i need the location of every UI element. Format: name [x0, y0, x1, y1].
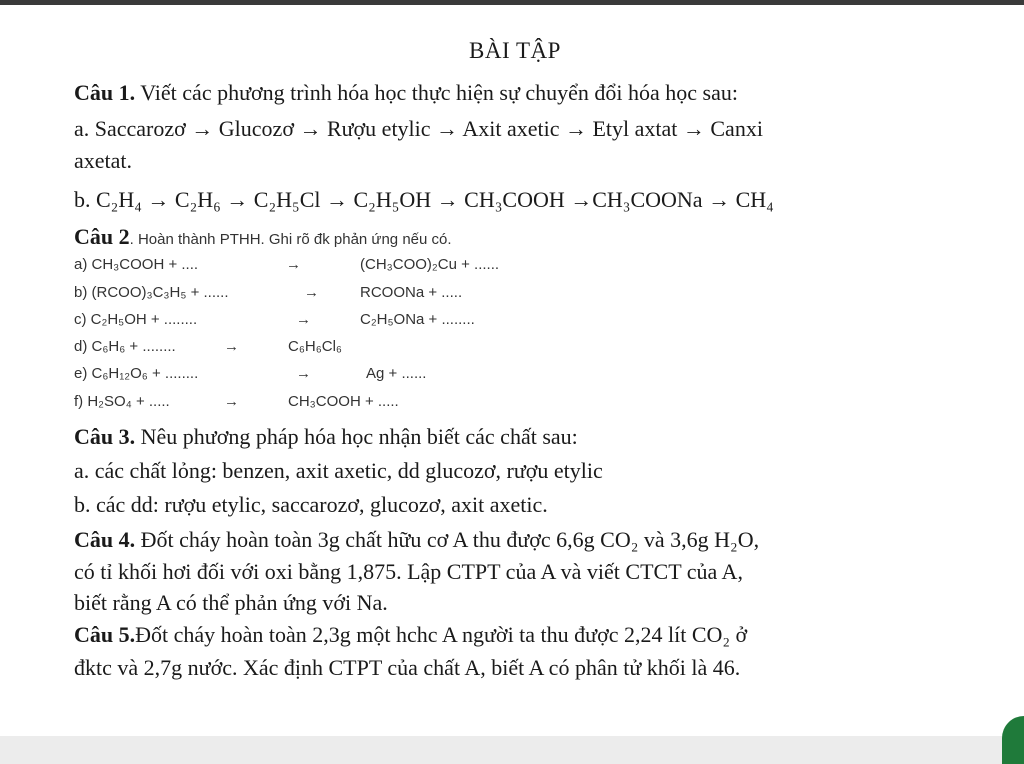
question-5-line1: Đốt cháy hoàn toàn 2,3g một hchc A người ta thu được 2,24 lít CO₂ ở — [135, 622, 748, 647]
question-2-label: Câu 2 — [74, 224, 130, 249]
question-2 — [74, 224, 452, 250]
reaction-right: C₆H₆Cl₆ — [288, 338, 342, 355]
reaction-arrow: → — [224, 338, 239, 355]
question-4 — [74, 527, 759, 553]
question-4-line3: biết rằng A có thể phản ứng với Na. — [74, 590, 388, 615]
question-1 — [74, 80, 738, 106]
question-3-b: b. các dd: rượu etylic, saccarozơ, glucozơ, axit axetic. — [74, 492, 548, 517]
reaction-right: C₂H₅ONa + ........ — [360, 311, 475, 328]
question-1-a-line2: axetat. — [74, 148, 133, 173]
question-1-a-line1: a. Saccarozơ → Glucozơ → Rượu etylic → Axit axetic → Etyl axtat → Canxi — [74, 116, 763, 141]
bottom-band — [0, 736, 1024, 764]
reaction-row — [74, 311, 674, 331]
reaction-right: (CH₃COO)₂Cu + ...... — [360, 256, 500, 273]
reaction-left: e) C₆H₁₂O₆ + ........ — [74, 365, 199, 382]
reaction-row — [74, 256, 674, 276]
question-4-line1: Đốt cháy hoàn toàn 3g chất hữu cơ A thu được 6,6g CO₂ và 3,6g H₂O, — [140, 527, 760, 552]
reaction-right: RCOONa + ..... — [360, 284, 463, 301]
question-4-line2: có tỉ khối hơi đối với oxi bằng 1,875. Lập CTPT của A và viết CTCT của A, — [74, 559, 743, 584]
question-5-line2: đktc và 2,7g nước. Xác định CTPT của chất A, biết A có phân tử khối là 46. — [74, 655, 741, 680]
reaction-left: a) CH₃COOH + .... — [74, 256, 199, 273]
question-1-b: b. C₂H₄ → C₂H₆ → C₂H₅Cl → C₂H₅OH → CH₃COOH →CH₃COONa → CH₄ — [74, 187, 774, 212]
reaction-left: b) (RCOO)₃C₃H₅ + ...... — [74, 284, 229, 301]
question-2-text: . Hoàn thành PTHH. Ghi rõ đk phản ứng nếu có. — [129, 231, 452, 248]
reaction-row — [74, 365, 674, 385]
question-5 — [74, 622, 747, 648]
question-3-label: Câu 3. — [74, 424, 136, 449]
reaction-right: CH₃COOH + ..... — [288, 393, 399, 410]
top-edge-bar — [0, 0, 1024, 5]
reaction-left: f) H₂SO₄ + ..... — [74, 393, 170, 410]
reaction-arrow: → — [304, 284, 319, 301]
reaction-arrow: → — [296, 311, 311, 328]
reaction-left: d) C₆H₆ + ........ — [74, 338, 176, 355]
reaction-arrow: → — [296, 365, 311, 382]
question-3-a: a. các chất lỏng: benzen, axit axetic, dd glucozơ, rượu etylic — [74, 458, 603, 483]
reaction-row — [74, 393, 674, 413]
question-4-label: Câu 4. — [74, 527, 136, 552]
question-3-text: Nêu phương pháp hóa học nhận biết các chất sau: — [140, 424, 578, 449]
question-3 — [74, 424, 578, 450]
question-5-label: Câu 5. — [74, 622, 136, 647]
question-1-label: Câu 1. — [74, 80, 136, 105]
reaction-left: c) C₂H₅OH + ........ — [74, 311, 198, 328]
reaction-arrow: → — [224, 393, 239, 410]
reaction-row — [74, 338, 674, 358]
question-1-text: Viết các phương trình hóa học thực hiện sự chuyển đổi hóa học sau: — [140, 80, 738, 105]
reaction-row — [74, 284, 674, 304]
reaction-arrow: → — [286, 256, 301, 273]
page-title: BÀI TẬP — [469, 38, 561, 63]
reaction-right: Ag + ...... — [366, 365, 427, 382]
corner-accent — [1002, 716, 1024, 764]
